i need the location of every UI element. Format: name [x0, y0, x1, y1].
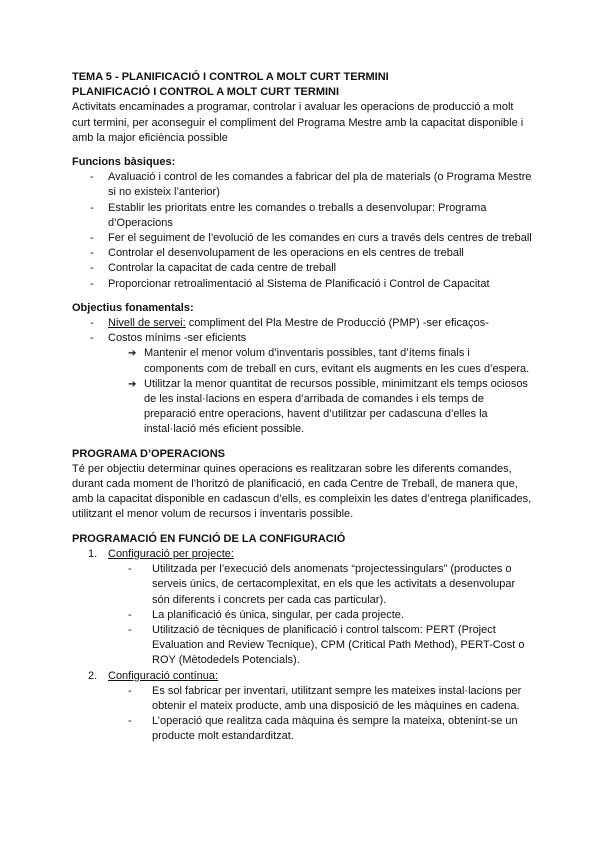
- list-item: - L’operació que realitza cada màquina és sempre la mateixa, obtenint-se un producte molt estandarditzat.: [108, 714, 532, 744]
- numbered-item: [72, 547, 532, 669]
- costos-arrow-list: [72, 346, 532, 437]
- continua-title: Configuració contínua:: [108, 669, 219, 682]
- programa-heading: PROGRAMA D’OPERACIONS: [72, 447, 225, 460]
- objectius-list: [72, 316, 532, 346]
- list-item: - Fer el seguiment de l’evolució de les comandes en curs a través dels centres de treball: [72, 231, 532, 246]
- configuracio-heading: PROGRAMACIÓ EN FUNCIÓ DE LA CONFIGURACIÓ: [72, 532, 346, 545]
- section-title: PLANIFICACIÓ I CONTROL A MOLT CURT TERMINI: [72, 86, 340, 99]
- continua-sublist: [108, 684, 532, 745]
- intro-paragraph: Activitats encaminades a programar, controlar i avaluar les operacions de producció a molt curt termini, per aconseguir el compliment del Programa Mestre amb la capacitat disponible i amb la major eficiència possible: [72, 101, 524, 144]
- programa-paragraph: Té per objectiu determinar quines operacions es realitzaran sobre les diferents comandes, durant cada moment de l’horitzó de planificació, en cada Centre de Treball, de manera que, amb la capacitat disponible en cadascun d’ells, es compleixin les dates d’entrega planificades, utilitzant el menor volum de recursos i inventaris possible.: [72, 462, 532, 521]
- list-item: - Controlar la capacitat de cada centre de treball: [72, 261, 532, 276]
- nivell-servei-text: compliment del Pla Mestre de Producció (PMP) -ser eficaços-: [185, 317, 489, 330]
- funcions-list: [72, 170, 532, 292]
- list-item: - Establir les prioritats entre les comandes o treballs a desenvolupar: Programa d’Operacions: [72, 201, 532, 231]
- item-number: 1.: [88, 547, 98, 560]
- list-item: - Utilització de tècniques de planificació i control talscom: PERT (Project Evaluation and Review Tecnique), CPM (Critical Path Method), PERT-Cost o ROY (Mètodedels Potencials).: [108, 623, 532, 669]
- list-item: [72, 316, 532, 331]
- projecte-sublist: [108, 562, 532, 668]
- item-number: 2.: [88, 669, 98, 682]
- list-item: - Utilitzada per l’execució dels anomenats “projectessingulars” (productes o serveis únics, de certacomplexitat, en els que les activitats a desenvolupar són diferents i concrets per cada cas particular).: [108, 562, 532, 608]
- numbered-item: [72, 669, 532, 745]
- list-item: - Avaluació i control de les comandes a fabricar del pla de materials (o Programa Mestre si no existeix l’anterior): [72, 170, 532, 200]
- list-item: - La planificació és única, singular, per cada projecte.: [108, 608, 532, 623]
- objectius-heading: Objectius fonamentals:: [72, 301, 194, 314]
- list-item: - Controlar el desenvolupament de les operacions en els centres de treball: [72, 246, 532, 261]
- arrow-item: ➔ Utilitzar la menor quantitat de recursos possible, minimitzant els temps ociosos de les instal·lacions en espera d’arribada de comandes i els temps de preparació entre operacions, havent d’utilitzar per cadascuna d’elles la instal·lació més eficient possible.: [72, 377, 532, 438]
- nivell-servei-label: Nivell de servei:: [108, 317, 186, 330]
- list-item: - Costos mínims -ser eficients: [72, 331, 532, 346]
- document-title: TEMA 5 - PLANIFICACIÓ I CONTROL A MOLT CURT TERMINI: [72, 71, 389, 83]
- document-page: [72, 70, 532, 745]
- configuracio-list: [72, 547, 532, 745]
- list-item: - Es sol fabricar per inventari, utilitzant sempre les mateixes instal·lacions per obtenir el mateix producte, amb una disposició de les màquines en cadena.: [108, 684, 532, 714]
- list-item: - Proporcionar retroalimentació al Sistema de Planificació i Control de Capacitat: [72, 277, 532, 292]
- arrow-item: ➔ Mantenir el menor volum d’inventaris possibles, tant d’ítems finals i components com de treball en curs, evitant els augments en les cues d’espera.: [72, 346, 532, 376]
- funcions-heading: Funcions bàsiques:: [72, 156, 176, 169]
- projecte-title: Configuració per projecte:: [108, 547, 234, 560]
